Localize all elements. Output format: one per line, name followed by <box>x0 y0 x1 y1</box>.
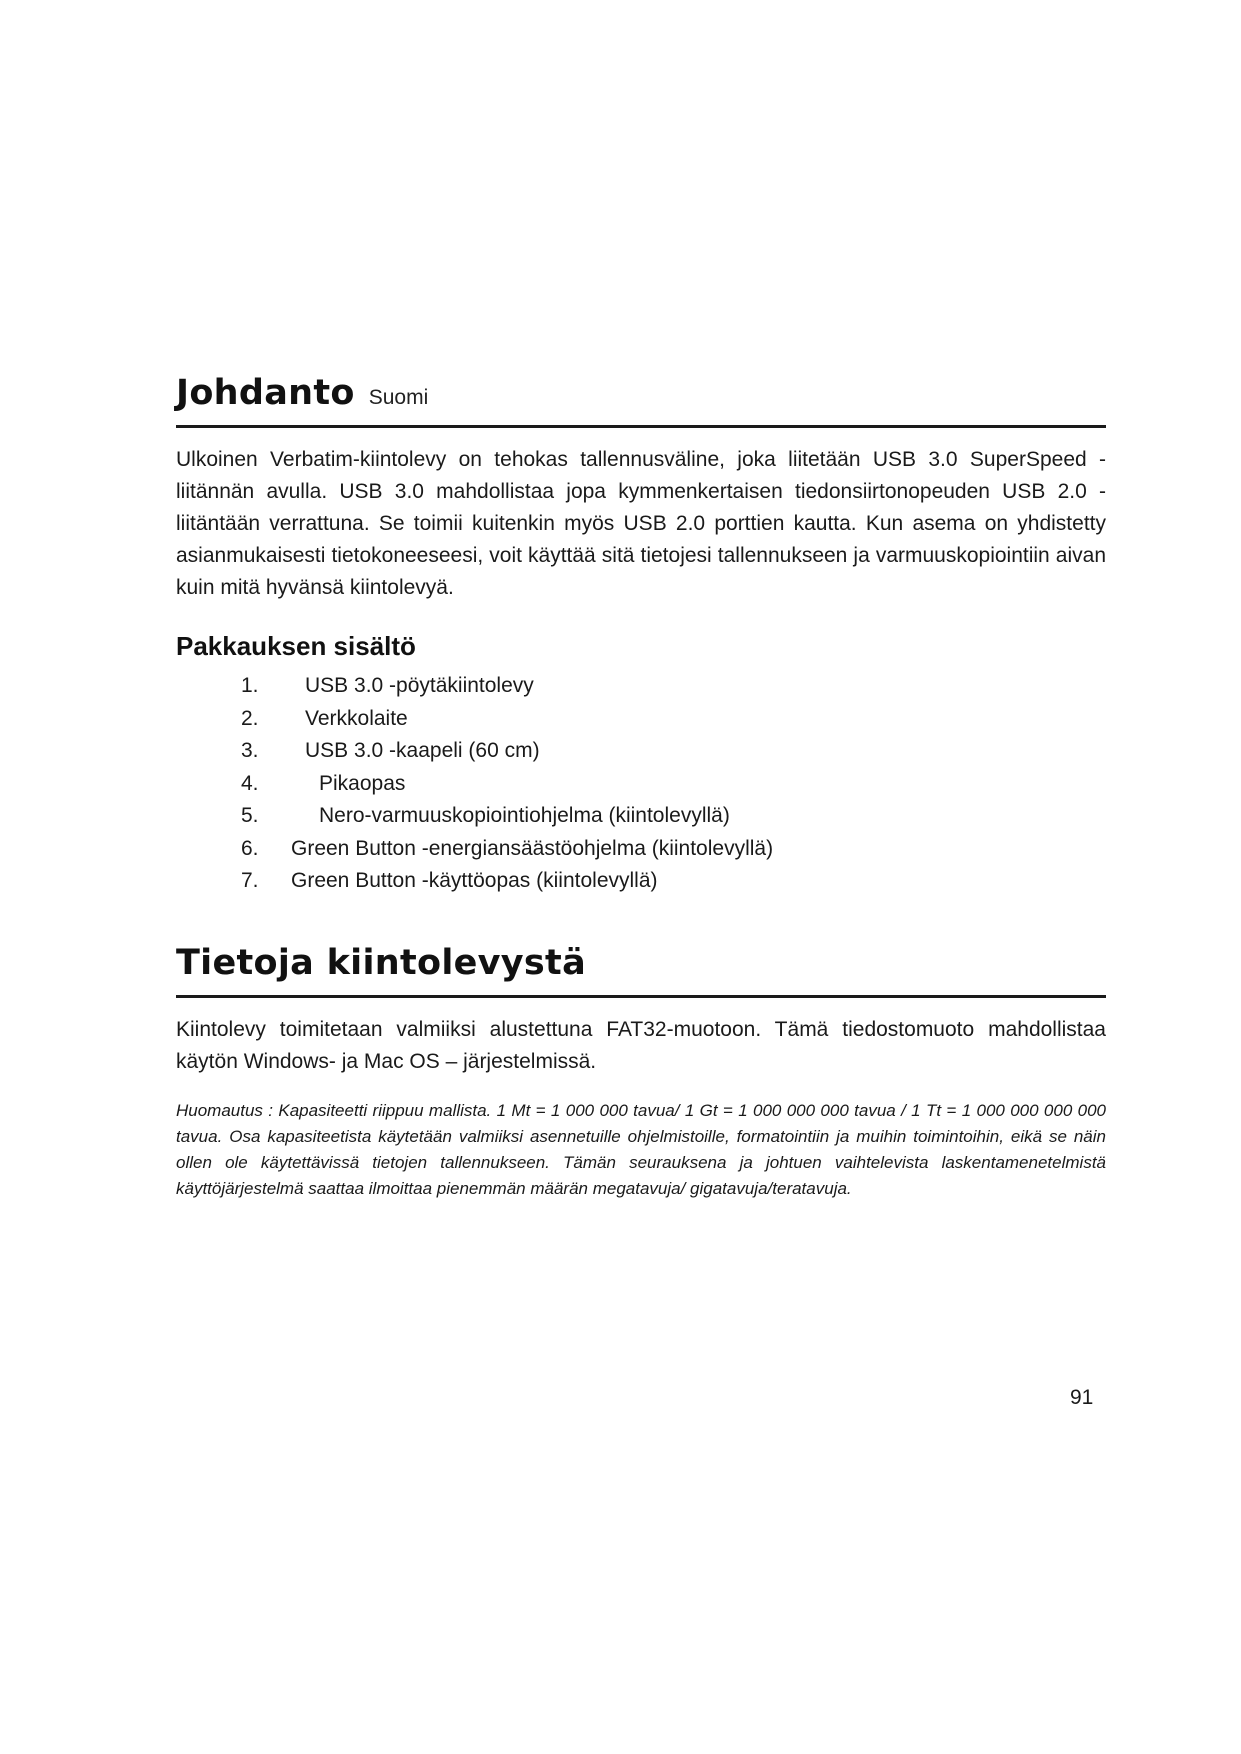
list-item <box>176 670 1106 703</box>
list-item <box>176 768 1106 801</box>
list-item-number: 1. <box>241 674 259 697</box>
intro-heading-row <box>176 373 1106 413</box>
list-item <box>176 703 1106 736</box>
list-item-text: Pikaopas <box>319 771 406 795</box>
list-item-number: 3. <box>241 739 259 762</box>
list-item <box>176 833 1106 866</box>
intro-section <box>176 373 1106 604</box>
list-item <box>176 800 1106 833</box>
intro-paragraph: Ulkoinen Verbatim-kiintolevy on tehokas tallennusväline, joka liitetään USB 3.0 SuperSpeed -liitännän avulla. USB 3.0 mahdollistaa jopa kymmenkertaisen tiedonsiirtonopeuden USB 2.0 -liitäntään verrattuna. Se toimii kuitenkin myös USB 2.0 porttien kautta. Kun asema on yhdistetty asianmukaisesti tietokoneeseesi, voit käyttää sitä tietojesi tallennukseen ja varmuuskopiointiin aivan kuin mitä hyvänsä kiintolevyä. <box>176 448 1106 599</box>
list-item-text: Verkkolaite <box>305 706 408 730</box>
list-item-text: USB 3.0 -pöytäkiintolevy <box>305 674 534 697</box>
list-item-text: Green Button -energiansäästöohjelma (kiintolevyllä) <box>291 836 774 860</box>
package-title: Pakkauksen sisältö <box>176 631 416 661</box>
list-item-number: 4. <box>241 771 259 795</box>
intro-divider <box>176 425 1106 428</box>
capacity-note: Huomautus : Kapasiteetti riippuu mallista. 1 Mt = 1 000 000 tavua/ 1 Gt = 1 000 000 000 tavua / 1 Tt = 1 000 000 000 000 tavua. Osa kapasiteetista käytetään valmiiksi asennetuille ohjelmistoille, formatointiin ja muihin toimintoihin, eikä se näin ollen ole käytettävissä tietojen tallennukseen. Tämän seurauksena ja johtuen vaihtelevista laskentamenetelmistä käyttöjärjestelmä saattaa ilmoittaa pienemmän määrän megatavuja/ gigatavuja/teratavuja. <box>176 1101 1106 1198</box>
about-title: Tietoja kiintolevystä <box>176 943 586 983</box>
list-item-text: USB 3.0 -kaapeli (60 cm) <box>305 739 540 762</box>
list-item-number: 7. <box>241 869 259 892</box>
about-divider <box>176 995 1106 998</box>
intro-title: Johdanto <box>176 373 355 413</box>
list-item-number: 2. <box>241 706 259 730</box>
package-section <box>176 633 1106 898</box>
list-item <box>176 735 1106 768</box>
list-item-number: 5. <box>241 804 259 827</box>
list-item-number: 6. <box>241 836 259 860</box>
about-section <box>176 943 1106 1202</box>
package-list <box>176 670 1106 898</box>
page-number: 91 <box>1070 1386 1094 1409</box>
list-item-text: Green Button -käyttöopas (kiintolevyllä) <box>291 869 658 892</box>
list-item-text: Nero-varmuuskopiointiohjelma (kiintolevyllä) <box>319 804 730 827</box>
about-paragraph: Kiintolevy toimitetaan valmiiksi alustettuna FAT32-muotoon. Tämä tiedostomuoto mahdollistaa käytön Windows- ja Mac OS – järjestelmissä. <box>176 1018 1106 1073</box>
list-item <box>176 865 1106 898</box>
language-label: Suomi <box>368 386 429 409</box>
